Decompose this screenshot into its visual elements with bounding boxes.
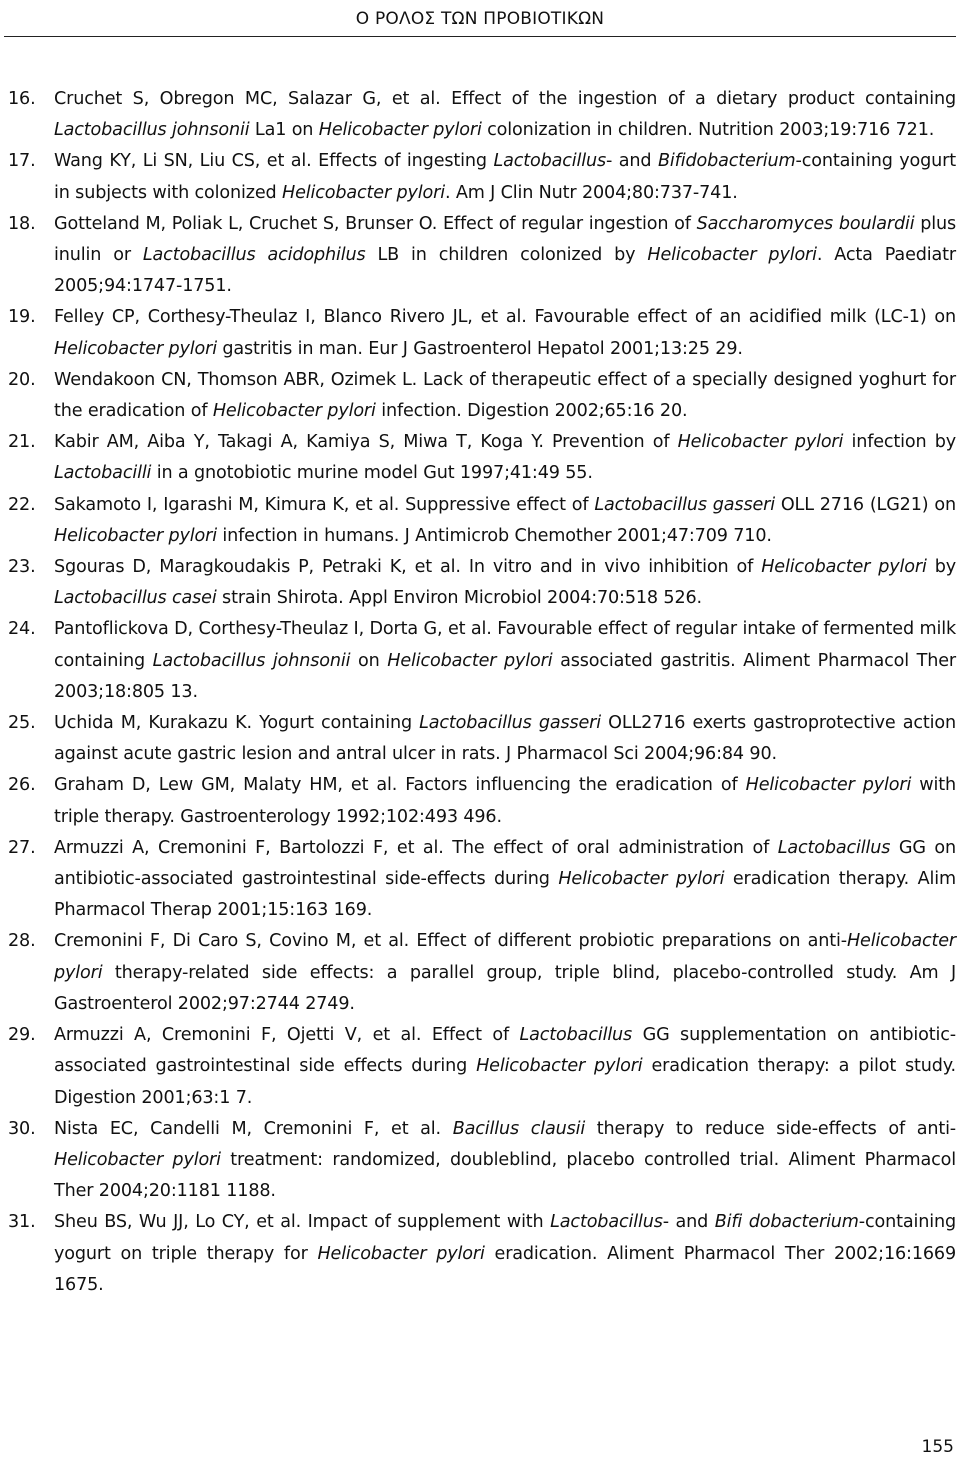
reference-text-segment: on [350, 650, 388, 671]
reference-text [54, 833, 956, 927]
reference-text-segment: infection by [843, 432, 957, 453]
reference-number: 31. [8, 1212, 36, 1233]
reference-number: 22. [8, 494, 36, 515]
reference-text [54, 365, 956, 427]
reference-text-segment: eradication. Aliment Pharmacol Ther 2002;16:1669 1675. [54, 1243, 956, 1295]
reference-text-segment: Wang KY, Li SN, Liu CS, et al. Effects of ingesting [54, 151, 494, 172]
reference-italic-term: Bacillus clausii [452, 1118, 586, 1139]
reference-text-segment: OLL2716 exerts gastroprotective action against acute gastric lesion and antral ulcer in rats. J Pharmacol Sci 2004;96:84 90. [54, 713, 956, 765]
reference-number: 23. [8, 557, 36, 578]
reference-italic-term: Bifi dobacterium [714, 1212, 859, 1233]
reference-text-segment: gastritis in man. Eur J Gastroenterol Hepatol 2001;13:25 29. [216, 338, 743, 359]
reference-text-segment: Felley CP, Corthesy-Theulaz I, Blanco Rivero JL, et al. Favourable effect of an acidified milk (LC-1) on [54, 307, 956, 328]
reference-text-segment: Nista EC, Candelli M, Cremonini F, et al. [54, 1118, 453, 1139]
running-header: Ο ΡΟΛΟΣ ΤΩΝ ΠΡΟΒΙΟΤΙΚΩΝ [355, 9, 605, 29]
reference-text-segment: -containing yogurt in subjects with colonized [54, 151, 956, 203]
reference-italic-term: Helicobacter pylori [745, 775, 912, 796]
reference-text-segment: plus inulin or [54, 213, 956, 266]
reference-text [54, 84, 956, 146]
reference-italic-term: Lactobacillus gasseri [419, 713, 602, 734]
reference-text-segment: Armuzzi A, Cremonini F, Ojetti V, et al. Effect of [54, 1025, 520, 1046]
reference-item [0, 1207, 960, 1301]
reference-text-segment: Cremonini F, Di Caro S, Covino M, et al. Effect of different probiotic preparations on anti- [54, 931, 847, 952]
reference-italic-term: Helicobacter pylori [677, 432, 844, 453]
reference-italic-term: Lactobacillus johnsonii [54, 120, 250, 141]
reference-text-segment: Kabir AM, Aiba Y, Takagi A, Kamiya S, Miwa T, Koga Y. Prevention of [54, 432, 678, 453]
reference-text-segment: therapy-related side effects: a parallel group, triple blind, placebo-controlled study. Am J Gastroenterol 2002;97:2744 2749. [54, 962, 956, 1014]
reference-item [0, 926, 960, 1020]
reference-text-segment: by [926, 557, 957, 578]
reference-text-segment: in a gnotobiotic murine model Gut 1997;41:49 55. [151, 463, 593, 484]
reference-text-segment: -containing yogurt on triple therapy for [54, 1212, 957, 1264]
reference-item [0, 614, 960, 708]
reference-item [0, 146, 960, 208]
reference-text-segment: eradication therapy. Alim Pharmacol Therap 2001;15:163 169. [54, 869, 956, 921]
header-divider [4, 36, 956, 37]
reference-text-segment: OLL 2716 (LG21) on [774, 494, 956, 515]
reference-number: 25. [8, 713, 36, 734]
reference-text [54, 552, 956, 614]
reference-italic-term: Lactobacillus [777, 837, 891, 858]
reference-italic-term: Lactobacilli [54, 463, 152, 484]
reference-text-segment: Pantoflickova D, Corthesy-Theulaz I, Dorta G, et al. Favourable effect of regular intake of fermented milk containing [54, 619, 956, 671]
reference-italic-term: Lactobacillus casei [54, 588, 217, 609]
reference-text-segment: - and [662, 1212, 715, 1233]
reference-text-segment: Gotteland M, Poliak L, Cruchet S, Brunser O. Effect of regular ingestion of [54, 213, 697, 234]
reference-item [0, 1114, 960, 1208]
reference-number: 29. [8, 1025, 36, 1046]
reference-italic-term: Helicobacter pylori [317, 1243, 485, 1264]
reference-text [54, 926, 956, 1020]
reference-text-segment: colonization in children. Nutrition 2003;19:716 721. [481, 120, 935, 141]
reference-text [54, 708, 956, 770]
reference-item [0, 708, 960, 770]
reference-item [0, 427, 960, 489]
reference-item [0, 490, 960, 552]
reference-text-segment: Cruchet S, Obregon MC, Salazar G, et al. Effect of the ingestion of a dietary product containing [54, 89, 956, 109]
reference-text-segment: Sakamoto I, Igarashi M, Kimura K, et al. Suppressive effect of [54, 494, 595, 515]
reference-number: 27. [8, 837, 36, 858]
reference-text-segment: associated gastritis. Aliment Pharmacol Ther 2003;18:805 13. [54, 650, 956, 702]
reference-text [54, 302, 956, 364]
reference-text-segment: strain Shirota. Appl Environ Microbiol 2004:70:518 526. [216, 588, 702, 609]
reference-italic-term: Helicobacter pylori [761, 557, 927, 578]
reference-text [54, 427, 956, 489]
reference-italic-term: Helicobacter pylori [54, 931, 956, 983]
reference-item [0, 209, 960, 303]
reference-italic-term: Lactobacillus gasseri [594, 494, 775, 515]
reference-number: 17. [8, 151, 36, 172]
reference-number: 19. [8, 307, 36, 328]
reference-text-segment: Graham D, Lew GM, Malaty HM, et al. Factors influencing the eradication of [54, 775, 746, 796]
reference-italic-term: Saccharomyces boulardii [696, 213, 915, 234]
reference-italic-term: Lactobacillus johnsonii [152, 650, 351, 671]
reference-text [54, 614, 956, 708]
reference-text [54, 1020, 956, 1114]
reference-text-segment: treatment: randomized, doubleblind, placebo controlled trial. Aliment Pharmacol Ther 2004;20:1181 1188. [54, 1149, 957, 1202]
reference-number: 28. [8, 931, 36, 952]
reference-item [0, 302, 960, 364]
reference-italic-term: Bifidobacterium [658, 151, 796, 172]
reference-text-segment: - and [606, 151, 659, 172]
reference-italic-term: Helicobacter pylori [212, 401, 376, 422]
reference-italic-term: Lactobacillus [519, 1025, 633, 1046]
reference-item [0, 770, 960, 832]
reference-text-segment: GG supplementation on antibiotic-associated gastrointestinal side effects during [54, 1025, 956, 1077]
reference-text-segment: Armuzzi A, Cremonini F, Bartolozzi F, et al. The effect of oral administration of [54, 837, 778, 858]
reference-text-segment: LB in children colonized by [365, 245, 648, 266]
reference-number: 20. [8, 369, 36, 390]
reference-text-segment: infection in humans. J Antimicrob Chemother 2001;47:709 710. [216, 525, 772, 546]
reference-italic-term: Lactobacillus [550, 1212, 663, 1233]
reference-text-segment: Sheu BS, Wu JJ, Lo CY, et al. Impact of supplement with [54, 1212, 551, 1233]
reference-item [0, 84, 960, 146]
reference-item [0, 1020, 960, 1114]
reference-italic-term: Helicobacter pylori [476, 1056, 643, 1077]
reference-text [54, 1207, 956, 1301]
reference-number: 24. [8, 619, 36, 640]
reference-italic-term: Helicobacter pylori [387, 650, 553, 671]
reference-italic-term: Helicobacter pylori [318, 120, 482, 141]
reference-text-segment: eradication therapy: a pilot study. Digestion 2001;63:1 7. [54, 1056, 956, 1108]
reference-text [54, 1114, 956, 1208]
reference-text-segment: La1 on [249, 120, 319, 141]
reference-text [54, 146, 956, 208]
reference-text-segment: Uchida M, Kurakazu K. Yogurt containing [54, 713, 420, 734]
reference-text-segment: . Acta Paediatr 2005;94:1747-1751. [54, 245, 956, 297]
reference-number: 18. [8, 213, 36, 234]
reference-text-segment: Sgouras D, Maragkoudakis P, Petraki K, et al. In vitro and in vivo inhibition of [54, 557, 762, 578]
reference-italic-term: Lactobacillus [493, 151, 607, 172]
reference-italic-term: Helicobacter pylori [281, 182, 445, 203]
reference-text-segment: therapy to reduce side-effects of anti- [585, 1118, 957, 1139]
reference-text-segment: Wendakoon CN, Thomson ABR, Ozimek L. Lack of therapeutic effect of a specially designed yoghurt for the eradication of [54, 369, 956, 422]
reference-italic-term: Helicobacter pylori [647, 245, 817, 266]
reference-number: 16. [8, 89, 36, 109]
page-number: 155 [921, 1437, 954, 1457]
reference-number: 26. [8, 775, 36, 796]
reference-text-segment: infection. Digestion 2002;65:16 20. [375, 401, 688, 422]
reference-item [0, 365, 960, 427]
reference-item [0, 552, 960, 614]
reference-number: 30. [8, 1118, 36, 1139]
reference-italic-term: Helicobacter pylori [54, 1149, 221, 1170]
reference-number: 21. [8, 432, 36, 453]
reference-item [0, 833, 960, 927]
reference-text [54, 209, 956, 303]
reference-text [54, 770, 956, 832]
reference-text-segment: GG on antibiotic-associated gastrointestinal side-effects during [54, 837, 957, 890]
reference-italic-term: Lactobacillus acidophilus [142, 245, 366, 266]
reference-text [54, 490, 956, 552]
reference-text-segment: with triple therapy. Gastroenterology 1992;102:493 496. [54, 775, 956, 827]
reference-italic-term: Helicobacter pylori [54, 525, 217, 546]
reference-text-segment: . Am J Clin Nutr 2004;80:737-741. [444, 182, 738, 203]
reference-italic-term: Helicobacter pylori [558, 869, 725, 890]
reference-italic-term: Helicobacter pylori [54, 338, 217, 359]
reference-list [0, 84, 960, 1301]
